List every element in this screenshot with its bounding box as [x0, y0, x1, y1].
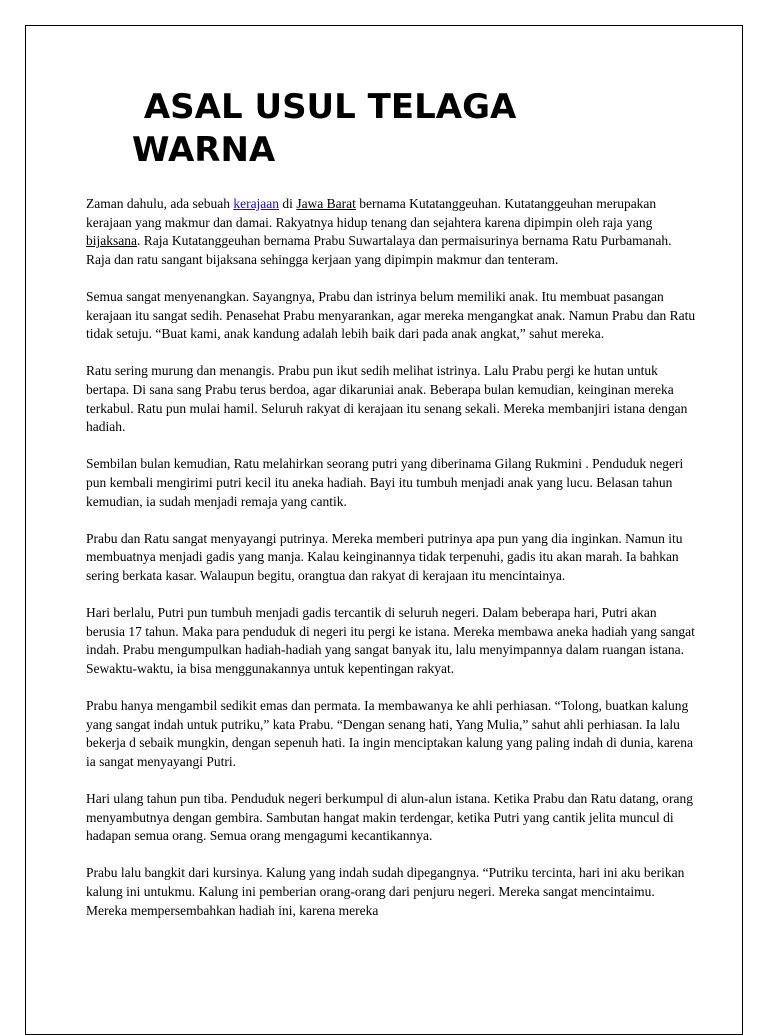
kerajaan-link[interactable]: kerajaan — [233, 196, 280, 211]
document-page — [25, 25, 743, 1035]
paragraph-1-text-b: di — [279, 196, 297, 211]
paragraph-1-text-a: Zaman dahulu, ada sebuah — [86, 196, 234, 211]
paragraph-7: Prabu hanya mengambil sedikit emas dan permata. Ia membawanya ke ahli perhiasan. “Tolong, buatkan kalung yang sangat indah untuk putriku,” kata Prabu. “Dengan senang hati, Yang Mulia,” sahut ahli perhiasan. Ia lalu bekerja d sebaik mungkin, dengan sepenuh hati. Ia ingin menciptakan kalung yang paling indah di dunia, karena ia sangat menyayangi Putri. — [86, 698, 693, 769]
bijaksana-link[interactable]: bijaksana — [86, 233, 137, 249]
document-title: ASAL USUL TELAGA WARNA — [132, 87, 529, 170]
jawa-barat-link[interactable]: Jawa Barat — [296, 196, 356, 211]
document-body — [86, 195, 696, 939]
paragraph-1-text-d: . Raja Kutatanggeuhan bernama Prabu Suwartalaya dan permaisurinya bernama Ratu Purbamanah. Raja dan ratu sangant bijaksana sehingga kerjaan yang dipimpin makmur dan tenteram. — [86, 233, 672, 267]
paragraph-1-text-c: bernama Kutatanggeuhan. Kutatanggeuhan merupakan kerajaan yang makmur dan damai. Rakyatnya hidup tenang dan sejahtera karena dipimpin oleh raja yang — [86, 196, 657, 230]
paragraph-6: Hari berlalu, Putri pun tumbuh menjadi gadis tercantik di seluruh negeri. Dalam beberapa hari, Putri akan berusia 17 tahun. Maka para penduduk di negeri itu pergi ke istana. Mereka membawa aneka hadiah yang sangat indah. Prabu mengumpulkan hadiah-hadiah yang sangat banyak itu, lalu menyimpannya dalam ruangan istana. Sewaktu-waktu, ia bisa menggunakannya untuk kepentingan rakyat. — [86, 605, 695, 676]
paragraph-2: Semua sangat menyenangkan. Sayangnya, Prabu dan istrinya belum memiliki anak. Itu membuat pasangan kerajaan itu sangat sedih. Penasehat Prabu menyarankan, agar mereka mengangkat anak. Namun Prabu dan Ratu tidak setuju. “Buat kami, anak kandung adalah lebih baik dari pada anak angkat,” sahut mereka. — [86, 288, 696, 342]
paragraph-3: Ratu sering murung dan menangis. Prabu pun ikut sedih melihat istrinya. Lalu Prabu pergi ke hutan untuk bertapa. Di sana sang Prabu terus berdoa, agar dikaruniai anak. Beberapa bulan kemudian, keinginan mereka terkabul. Ratu pun mulai hamil. Seluruh rakyat di kerajaan itu senang sekali. Mereka membanjiri istana dengan hadiah. — [86, 363, 688, 435]
paragraph-8: Hari ulang tahun pun tiba. Penduduk negeri berkumpul di alun-alun istana. Ketika Prabu dan Ratu datang, orang menyambutnya dengan gembira. Sambutan hangat makin terdengar, ketika Putri yang cantik jelita muncul di hadapan semua orang. Semua orang mengagumi kecantikannya. — [86, 791, 693, 844]
paragraph-5: Prabu dan Ratu sangat menyayangi putrinya. Mereka memberi putrinya apa pun yang dia inginkan. Namun itu membuatnya menjadi gadis yang manja. Kalau keinginannya tidak terpenuhi, gadis itu akan marah. Ia bahkan sering berkata kasar. Walaupun begitu, orangtua dan rakyat di kerajaan itu mencintainya. — [86, 530, 683, 583]
paragraph-4: Sembilan bulan kemudian, Ratu melahirkan seorang putri yang diberinama Gilang Rukmini . Penduduk negeri pun kembali mengirimi putri kecil itu aneka hadiah. Bayi itu tumbuh menjadi anak yang lucu. Belasan tahun kemudian, ia sudah menjadi remaja yang cantik. — [86, 456, 684, 509]
paragraph-9: Prabu lalu bangkit dari kursinya. Kalung yang indah sudah dipegangnya. “Putriku tercinta, hari ini aku berikan kalung ini untukmu. Kalung ini pemberian orang-orang dari penjuru negeri. Mereka sangat mencintaimu. Mereka mempersembahkan hadiah ini, karena mereka — [86, 865, 685, 918]
paragraph-1 — [86, 195, 696, 269]
